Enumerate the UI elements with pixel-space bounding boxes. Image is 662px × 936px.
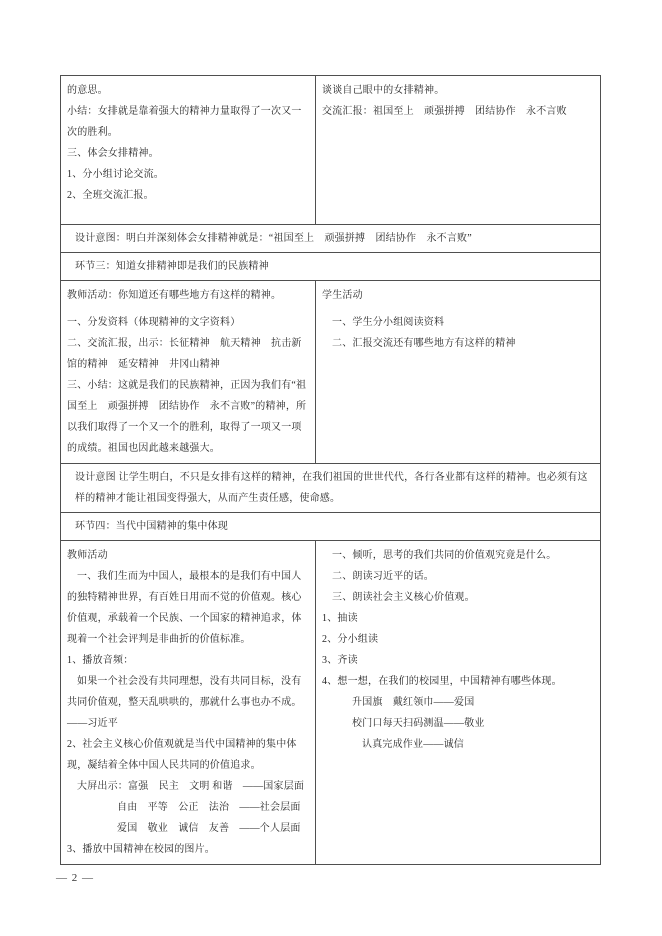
paragraph: 认真完成作业——诚信	[362, 739, 464, 750]
paragraph: 一、分发资料（体现精神的文字资料）	[67, 317, 241, 328]
paragraph: 爱国 敬业 诚信 友善 ——个人层面	[117, 823, 301, 834]
design-intent-row-1	[61, 224, 600, 252]
step4-title: 环节四：当代中国精神的集中体现	[75, 521, 228, 532]
paragraph: 的意思。	[67, 85, 108, 96]
paragraph: 1、播放音频：	[67, 655, 134, 666]
student-activity-cell-2	[316, 281, 600, 463]
paragraph: 如果一个社会没有共同理想，没有共同目标，没有共同价值观，整天乱哄哄的，那就什么事也办不成。——习近平	[67, 676, 302, 729]
activities-row-1	[61, 76, 600, 224]
paragraph: 二、朗读习近平的话。	[332, 571, 434, 582]
paragraph: 三、体会女排精神。	[67, 148, 159, 159]
teacher-activity-cell-3	[61, 541, 316, 864]
paragraph: 3、齐读	[322, 655, 358, 666]
paragraph: 教师活动：你知道还有哪些地方有这样的精神。	[67, 290, 282, 301]
design-intent-text: 设计意图 让学生明白，不只是女排有这样的精神，在我们祖国的世世代代，各行各业都有这样的精神。也必须有这样的精神才能让祖国变得强大，从而产生责任感，使命感。	[75, 472, 588, 504]
paragraph: 谈谈自己眼中的女排精神。	[322, 85, 445, 96]
paragraph: 三、朗读社会主义核心价值观。	[332, 592, 475, 603]
activities-row-3	[61, 540, 600, 864]
paragraph: 教师活动	[67, 550, 108, 561]
paragraph: 2、分小组读	[322, 634, 379, 645]
activities-row-2	[61, 280, 600, 463]
paragraph: 交流汇报：祖国至上 顽强拼搏 团结协作 永不言败	[322, 106, 567, 117]
design-intent-row-2	[61, 463, 600, 512]
paragraph: 1、分小组讨论交流。	[67, 169, 164, 180]
paragraph: 一、倾听，思考的我们共同的价值观究竟是什么。	[332, 550, 557, 561]
paragraph: 二、交流汇报，出示：长征精神 航天精神 抗击新馆的精神 延安精神 井冈山精神	[67, 338, 302, 370]
paragraph: 一、我们生而为中国人，最根本的是我们有中国人的独特精神世界，有百姓日用而不觉的价值观。核心价值观，承载着一个民族、一个国家的精神追求，体现着一个社会评判是非曲折的价值标准。	[67, 571, 302, 645]
student-activity-cell-1	[316, 76, 600, 224]
teacher-activity-cell-2	[61, 281, 316, 463]
student-activity-cell-3	[316, 541, 600, 864]
lesson-plan-table	[60, 75, 601, 865]
paragraph: 大屏出示：富强 民主 文明 和谐 ——国家层面	[77, 781, 305, 792]
paragraph: 一、学生分小组阅读资料	[332, 317, 445, 328]
paragraph: 升国旗 戴红领巾——爱国	[352, 697, 475, 708]
step3-header-row	[61, 252, 600, 280]
step3-title: 环节三：知道女排精神即是我们的民族精神	[75, 261, 269, 272]
step4-header-row	[61, 512, 600, 540]
paragraph: 自由 平等 公正 法治 ——社会层面	[117, 802, 301, 813]
paragraph: 4、想一想，在我们的校园里，中国精神有哪些体现。	[322, 676, 562, 687]
paragraph: 三、小结：这就是我们的民族精神，正因为我们有“祖国至上 顽强拼搏 团结协作 永不言败”的精神，所以我们取得了一个又一个的胜利，取得了一项又一项的成绩。祖国也因此越来越强大。	[67, 380, 307, 454]
paragraph: 二、汇报交流还有哪些地方有这样的精神	[332, 338, 516, 349]
paragraph: 校门口每天扫码测温——敬业	[352, 718, 485, 729]
paragraph: 小结：女排就是靠着强大的精神力量取得了一次又一次的胜利。	[67, 106, 302, 138]
page-number: — 2 —	[56, 872, 94, 884]
paragraph: 学生活动	[322, 290, 363, 301]
paragraph: 2、全班交流汇报。	[67, 190, 154, 201]
paragraph: 2、社会主义核心价值观就是当代中国精神的集中体现，凝结着全体中国人民共同的价值追求。	[67, 739, 297, 771]
design-intent-text: 设计意图：明白并深刻体会女排精神就是：“祖国至上 顽强拼搏 团结协作 永不言败”	[75, 233, 472, 244]
paragraph: 1、抽读	[322, 613, 358, 624]
teacher-activity-cell-1	[61, 76, 316, 224]
paragraph: 3、播放中国精神在校园的图片。	[67, 844, 215, 855]
